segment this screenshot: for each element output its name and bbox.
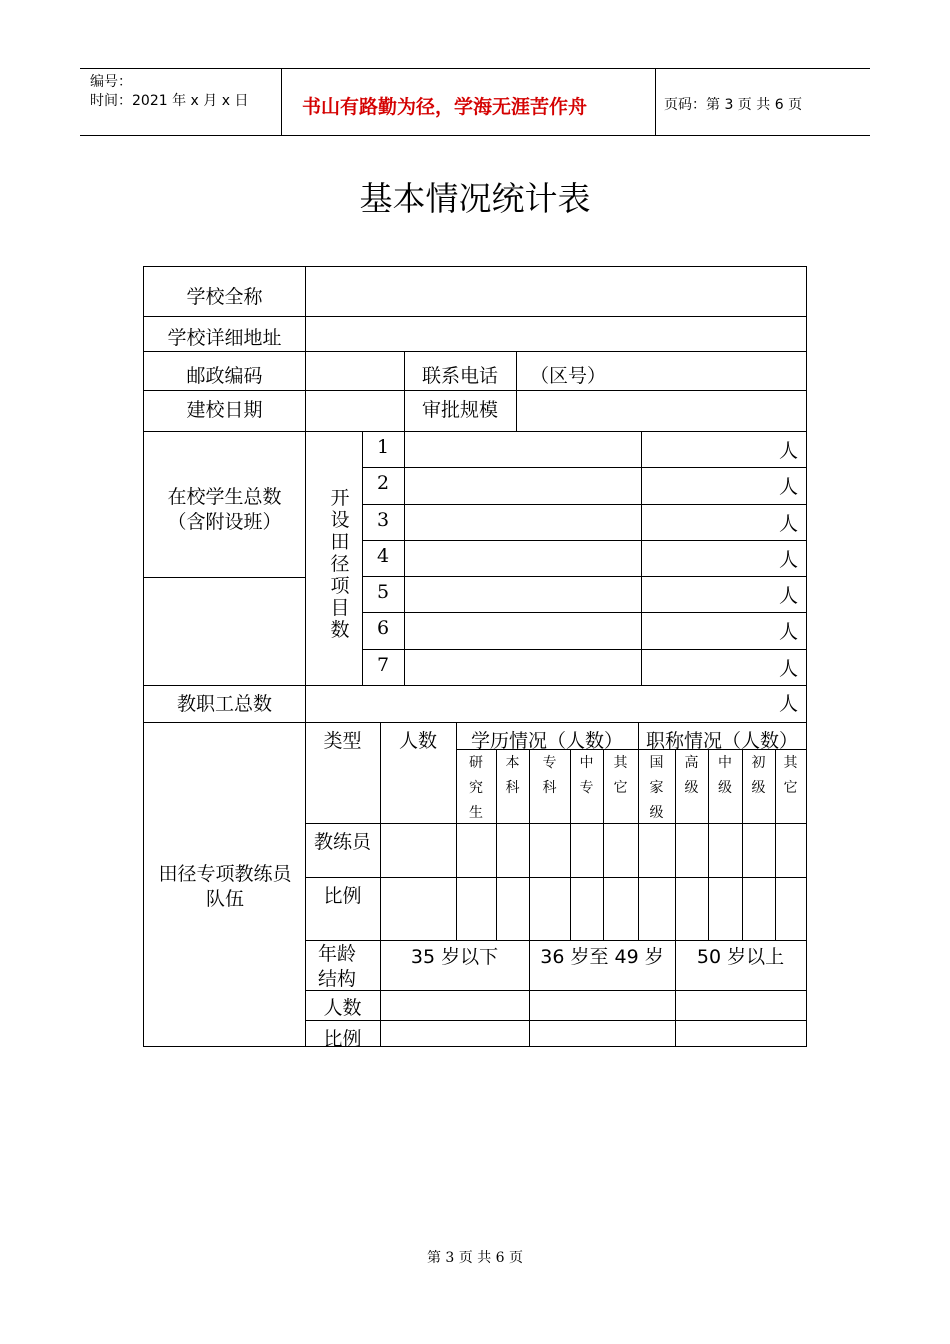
event-number: 4 [376, 545, 390, 567]
title-column-header: 中级 [718, 755, 732, 796]
age-group-under-35: 35 岁以下 [410, 946, 499, 968]
staff-total-unit: 人 [779, 693, 799, 715]
count-header: 人数 [398, 730, 437, 752]
coach-row-label: 教练员 [313, 831, 371, 853]
document-date-label: 时间：2021 年 x 月 x 日 [90, 93, 249, 109]
event-count-unit: 人 [779, 476, 799, 498]
event-number: 7 [376, 654, 390, 676]
page-footer: 第 3 页 共 6 页 [426, 1250, 524, 1266]
founded-label: 建校日期 [186, 399, 263, 421]
type-header: 类型 [323, 730, 362, 752]
school-address-label: 学校详细地址 [167, 327, 282, 349]
postcode-label: 邮政编码 [186, 365, 263, 387]
education-column-header: 本科 [505, 755, 520, 796]
title-column-header: 国家级 [649, 755, 664, 821]
phone-label: 联系电话 [421, 365, 498, 387]
area-code-label: （区号） [530, 365, 607, 387]
events-label: 开设田径项目数 [330, 487, 350, 641]
page-title: 基本情况统计表 [359, 179, 591, 218]
title-level-header: 职称情况（人数） [645, 730, 798, 752]
students-note-label: （含附设班） [167, 511, 282, 533]
event-count-unit: 人 [779, 513, 799, 535]
school-name-label: 学校全称 [186, 286, 263, 308]
coaches-label: 田径专项教练员队伍 [158, 863, 292, 910]
event-number: 6 [376, 617, 390, 639]
education-header: 学历情况（人数） [470, 730, 623, 752]
approved-scale-label: 审批规模 [421, 399, 498, 421]
event-number: 2 [376, 472, 390, 494]
students-total-label: 在校学生总数 [167, 486, 282, 508]
motto-text: 书山有路勤为径，学海无涯苦作舟 [302, 96, 588, 118]
age-count-row-label: 人数 [323, 997, 362, 1019]
event-count-unit: 人 [779, 658, 799, 680]
education-column-header: 研究生 [469, 755, 483, 821]
document-number-label: 编号： [90, 74, 132, 90]
event-count-unit: 人 [779, 585, 799, 607]
age-group-36-49: 36 岁至 49 岁 [540, 946, 664, 968]
education-column-header: 中专 [579, 755, 594, 796]
ratio-row-label: 比例 [323, 885, 362, 907]
age-group-over-50: 50 岁以上 [696, 946, 785, 968]
event-count-unit: 人 [779, 440, 799, 462]
staff-total-label: 教职工总数 [176, 693, 272, 715]
event-number: 3 [376, 509, 390, 531]
title-column-header: 高级 [684, 755, 699, 796]
education-column-header: 专科 [542, 755, 557, 796]
age-ratio-row-label: 比例 [323, 1028, 362, 1050]
event-count-unit: 人 [779, 549, 799, 571]
title-column-header: 其它 [783, 755, 798, 796]
event-count-unit: 人 [779, 621, 799, 643]
page-number-label: 页码：第 3 页 共 6 页 [664, 97, 803, 113]
title-column-header: 初级 [751, 755, 766, 796]
event-number: 5 [376, 581, 390, 603]
education-column-header: 其它 [613, 755, 628, 796]
event-number: 1 [376, 436, 390, 458]
age-structure-label: 年龄结构 [318, 943, 357, 990]
